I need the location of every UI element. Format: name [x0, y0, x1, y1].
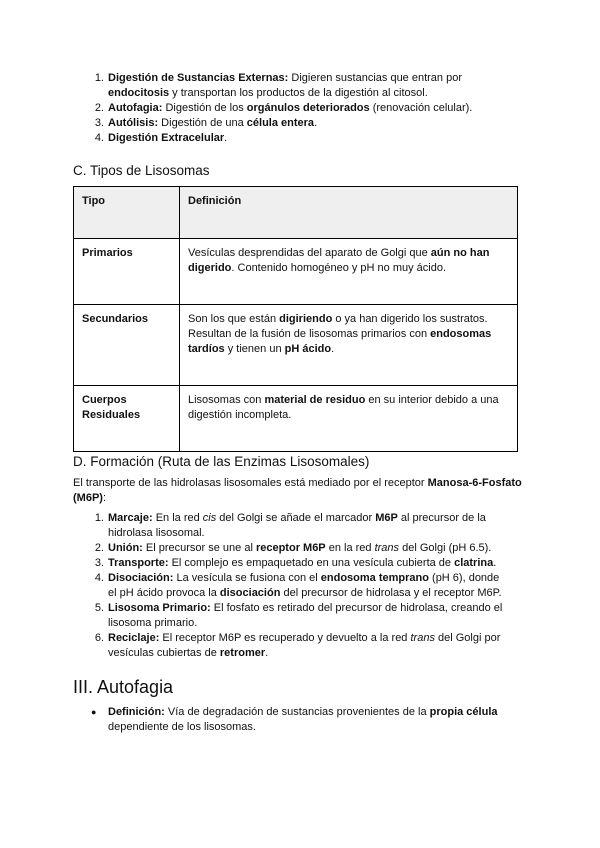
- list-item-text: Disociación: La vesícula se fusiona con el endosoma temprano (pH 6), donde el pH ácido provoca la disociación del precursor de hidrolasa y el receptor M6P.: [108, 572, 502, 599]
- list-item: [94, 131, 490, 146]
- table-row: [74, 305, 518, 386]
- bullet-icon: ●: [91, 707, 97, 717]
- lysosome-types-table: [73, 186, 518, 452]
- table-cell-definicion: Lisosomas con material de residuo en su interior debido a una digestión incompleta.: [180, 386, 518, 452]
- list-item-text: Autofagia: Digestión de los orgánulos deteriorados (renovación celular).: [108, 102, 473, 114]
- list-number: 2.: [94, 542, 104, 554]
- list-number: 5.: [94, 602, 104, 614]
- list-item-text: Autólisis: Digestión de una célula entera.: [108, 117, 318, 129]
- table-row: [74, 239, 518, 305]
- list-item: [94, 101, 490, 116]
- list-number: 3.: [94, 557, 104, 569]
- table-cell-tipo: Primarios: [74, 239, 180, 305]
- list-number: 1.: [94, 72, 104, 84]
- section-c-heading: C. Tipos de Lisosomas: [73, 163, 210, 178]
- list-number: 2.: [94, 102, 104, 114]
- list-item: [94, 571, 508, 601]
- list-item-text: Definición: Vía de degradación de sustancias provenientes de la propia célula dependiente de los lisosomas.: [108, 706, 498, 733]
- table-row: [74, 386, 518, 452]
- table-cell-tipo: Secundarios: [74, 305, 180, 386]
- section-d-heading: D. Formación (Ruta de las Enzimas Lisosomales): [73, 454, 370, 469]
- table-cell-definicion: Vesículas desprendidas del aparato de Golgi que aún no han digerido. Contenido homogéneo y pH no muy ácido.: [180, 239, 518, 305]
- section-iii-heading: III. Autofagia: [73, 677, 174, 697]
- list-item-text: Unión: El precursor se une al receptor M6P en la red trans del Golgi (pH 6.5).: [108, 542, 492, 554]
- table-header-row: [74, 187, 518, 239]
- list-number: 6.: [94, 632, 104, 644]
- table-cell-tipo: Cuerpos Residuales: [74, 386, 180, 452]
- list-number: 1.: [94, 512, 104, 524]
- list-item: [94, 511, 508, 541]
- column-header-tipo: Tipo: [74, 187, 180, 239]
- list-item: [94, 541, 508, 556]
- section-d-intro: El transporte de las hidrolasas lisosomales está mediado por el receptor Manosa-6-Fosfato (M6P):: [73, 477, 522, 504]
- list-number: 4.: [94, 132, 104, 144]
- list-item-text: Marcaje: En la red cis del Golgi se añade el marcador M6P al precursor de la hidrolasa lisosomal.: [108, 512, 486, 539]
- table-cell-definicion: Son los que están digiriendo o ya han digerido los sustratos. Resultan de la fusión de lisosomas primarios con endosomas tardíos y tienen un pH ácido.: [180, 305, 518, 386]
- autofagia-bullet-list: [91, 705, 508, 735]
- digestion-types-list: [94, 71, 490, 146]
- list-item: [94, 116, 490, 131]
- list-item: [94, 601, 508, 631]
- column-header-definicion: Definición: [180, 187, 518, 239]
- list-number: 3.: [94, 117, 104, 129]
- list-item: [91, 705, 508, 735]
- list-item: [94, 556, 508, 571]
- list-item-text: Lisosoma Primario: El fosfato es retirado del precursor de hidrolasa, creando el lisosoma primario.: [108, 602, 503, 629]
- list-item-text: Transporte: El complejo es empaquetado en una vesícula cubierta de clatrina.: [108, 557, 497, 569]
- list-item-text: Digestión de Sustancias Externas: Digieren sustancias que entran por endocitosis y transportan los productos de la digestión al citosol.: [108, 72, 463, 99]
- list-item-text: Reciclaje: El receptor M6P es recuperado y devuelto a la red trans del Golgi por vesículas cubiertas de retromer.: [108, 632, 501, 659]
- list-item: [94, 71, 490, 101]
- list-number: 4.: [94, 572, 104, 584]
- formation-steps-list: [94, 511, 508, 661]
- list-item-text: Digestión Extracelular.: [108, 132, 228, 144]
- list-item: [94, 631, 508, 661]
